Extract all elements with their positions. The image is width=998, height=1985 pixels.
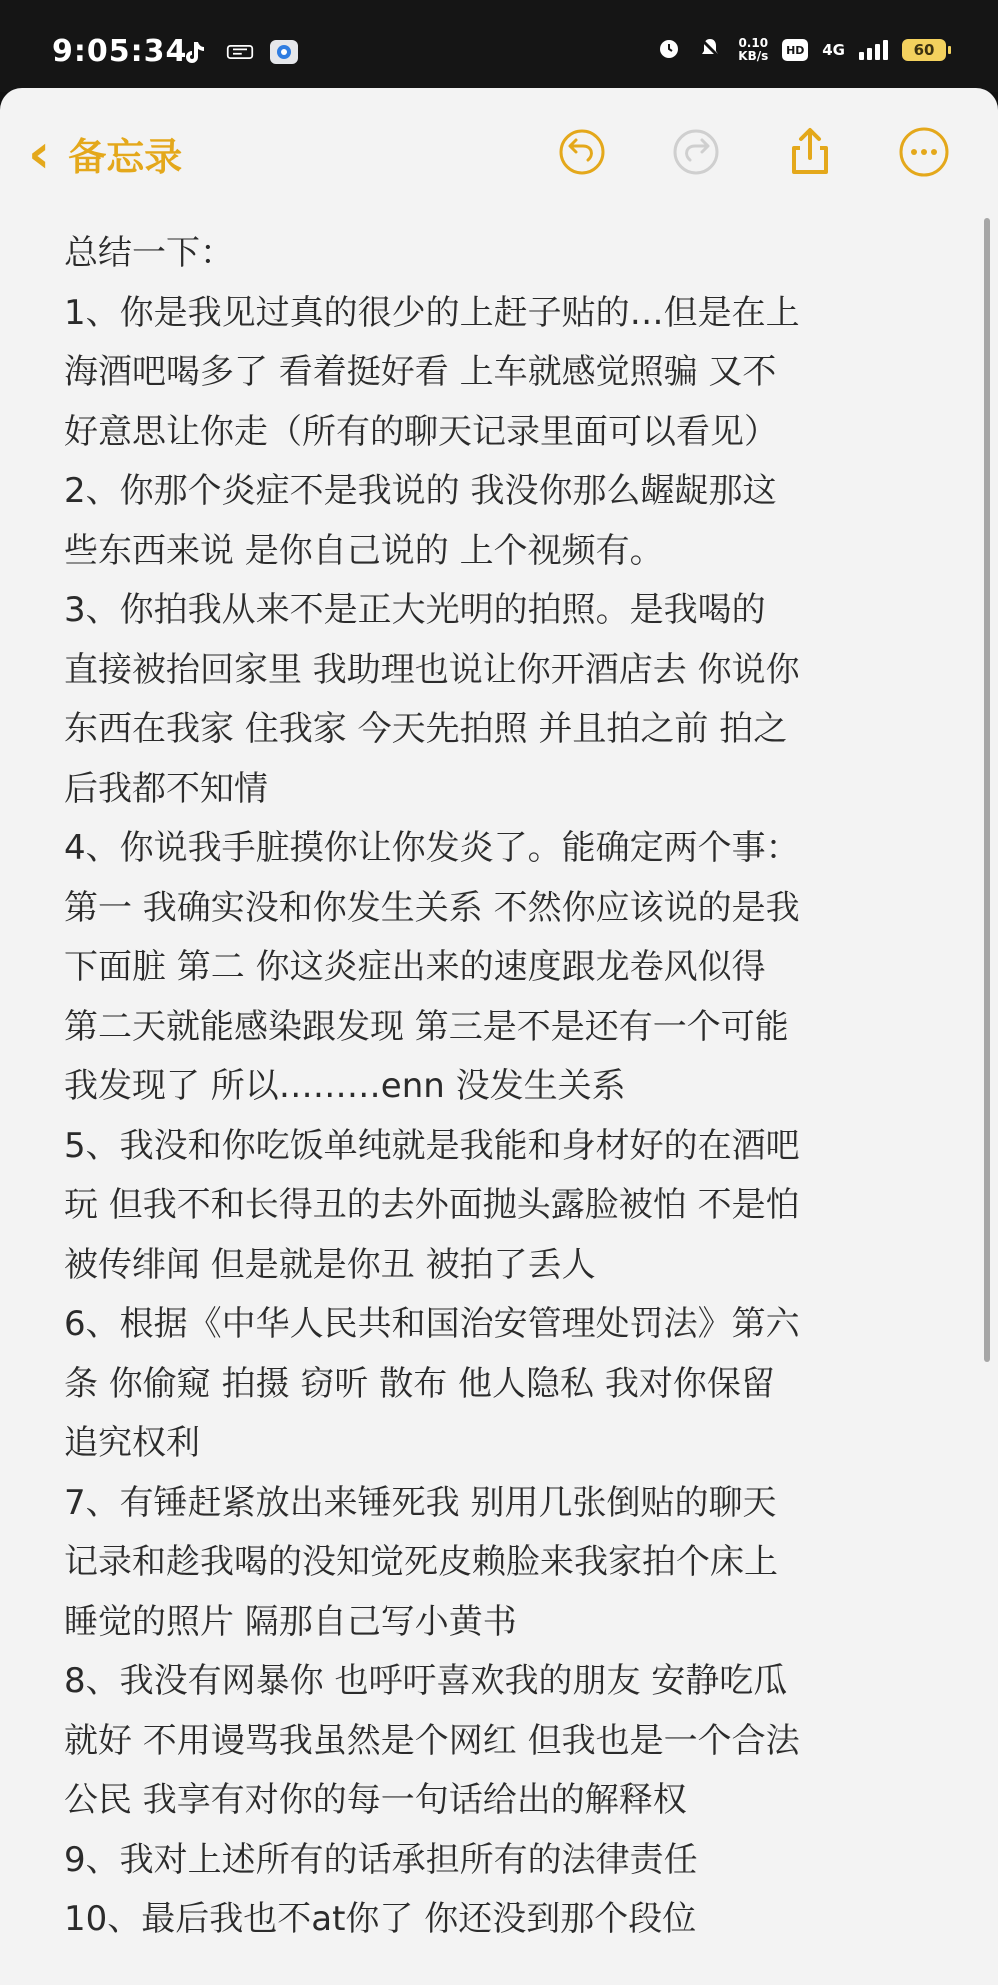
share-button[interactable] bbox=[782, 124, 838, 180]
note-line: 下面脏 第二 你这炎症出来的速度跟龙卷风似得 bbox=[64, 947, 766, 987]
alarm-icon bbox=[656, 35, 682, 65]
mute-icon bbox=[696, 34, 724, 66]
note-line: 第二天就能感染跟发现 第三是不是还有一个可能 bbox=[64, 1006, 789, 1047]
note-content[interactable] bbox=[64, 224, 944, 1950]
network-type: 4G bbox=[822, 41, 845, 59]
scrollbar[interactable] bbox=[984, 218, 990, 1362]
note-line: 被传绯闻 但是就是你丑 被拍了丢人 bbox=[64, 1244, 596, 1285]
app-blue-icon bbox=[270, 40, 298, 64]
note-line: 记录和趁我喝的没知觉死皮赖脸来我家拍个床上 bbox=[64, 1542, 778, 1582]
app-status-icon bbox=[226, 40, 254, 64]
note-line: 总结一下： bbox=[64, 233, 234, 273]
note-line: 2、你那个炎症不是我说的 我没你那么龌龊那这 bbox=[64, 471, 777, 511]
back-button[interactable] bbox=[28, 121, 183, 185]
note-line: 1、你是我见过真的很少的上赶子贴的…但是在上 bbox=[64, 292, 800, 333]
note-line: 直接被抬回家里 我助理也说让你开酒店去 你说你 bbox=[64, 649, 800, 690]
status-right bbox=[656, 34, 946, 66]
note-line: 9、我对上述所有的话承担所有的法律责任 bbox=[64, 1839, 698, 1880]
network-rate: 0.10 KB/s bbox=[738, 36, 769, 63]
undo-button[interactable] bbox=[554, 124, 610, 180]
back-label: 备忘录 bbox=[68, 135, 183, 179]
note-line: 东西在我家 住我家 今天先拍照 并且拍之前 拍之 bbox=[64, 709, 788, 749]
hd-badge: HD bbox=[782, 39, 808, 61]
note-line: 后我都不知情 bbox=[64, 768, 268, 809]
note-line: 第一 我确实没和你发生关系 不然你应该说的是我 bbox=[64, 887, 800, 928]
note-line: 海酒吧喝多了 看着挺好看 上车就感觉照骗 又不 bbox=[64, 352, 777, 392]
note-line: 就好 不用谩骂我虽然是个网红 但我也是一个合法 bbox=[64, 1720, 800, 1761]
notes-panel bbox=[0, 88, 998, 1985]
note-line: 7、有锤赶紧放出来锤死我 别用几张倒贴的聊天 bbox=[64, 1482, 777, 1523]
redo-button[interactable] bbox=[668, 124, 724, 180]
battery-icon: 60 bbox=[902, 39, 946, 61]
status-left-icons bbox=[182, 40, 298, 64]
note-line: 公民 我享有对你的每一句话给出的解释权 bbox=[64, 1780, 687, 1820]
status-bar bbox=[0, 0, 998, 92]
note-line: 好意思让你走（所有的聊天记录里面可以看见） bbox=[64, 411, 778, 452]
note-line: 8、我没有网暴你 也呼吁喜欢我的朋友 安静吃瓜 bbox=[64, 1661, 788, 1701]
toolbar bbox=[554, 124, 952, 180]
status-time: 9:05:34 bbox=[52, 34, 188, 69]
note-line: 5、我没和你吃饭单纯就是我能和身材好的在酒吧 bbox=[64, 1125, 800, 1166]
signal-icon bbox=[859, 40, 888, 60]
tiktok-icon bbox=[182, 40, 210, 64]
note-line: 我发现了 所以………enn 没发生关系 bbox=[64, 1066, 626, 1106]
note-line: 3、你拍我从来不是正大光明的拍照。是我喝的 bbox=[64, 590, 766, 630]
note-line: 4、你说我手脏摸你让你发炎了。能确定两个事： bbox=[64, 828, 800, 868]
note-line: 玩 但我不和长得丑的去外面抛头露脸被怕 不是怕 bbox=[64, 1185, 800, 1225]
note-line: 条 你偷窥 拍摄 窃听 散布 他人隐私 我对你保留 bbox=[64, 1363, 775, 1404]
chevron-left-icon: ‹ bbox=[28, 121, 51, 185]
more-button[interactable] bbox=[896, 124, 952, 180]
note-line: 6、根据《中华人民共和国治安管理处罚法》第六 bbox=[64, 1304, 800, 1344]
note-line: 10、最后我也不at你了 你还没到那个段位 bbox=[64, 1899, 697, 1939]
note-line: 睡觉的照片 隔那自己写小黄书 bbox=[64, 1601, 517, 1642]
note-line: 些东西来说 是你自己说的 上个视频有。 bbox=[64, 530, 664, 571]
note-line: 追究权利 bbox=[64, 1423, 200, 1463]
